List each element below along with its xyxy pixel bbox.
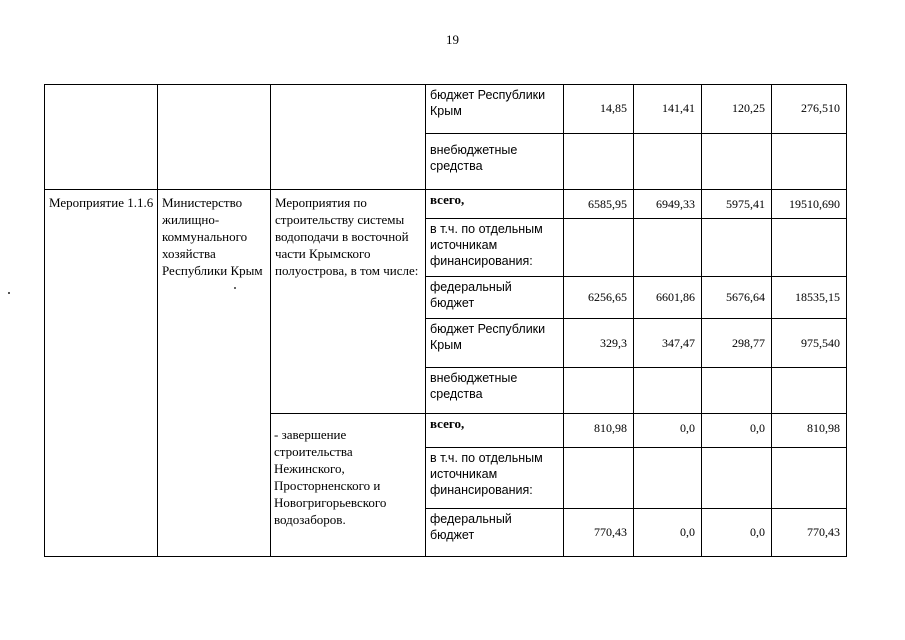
financing-table	[44, 84, 847, 557]
row-label: в т.ч. по отдельным источникам финансирования:	[426, 218, 564, 276]
measure-executor: Министерство жилищно-коммунального хозяйства Республики Крым	[158, 189, 271, 556]
value-cell	[772, 133, 847, 189]
row-label: в т.ч. по отдельным источникам финансирования:	[426, 447, 564, 508]
row-label: всего,	[426, 414, 564, 448]
row-label: внебюджетные средства	[426, 133, 564, 189]
measure-code: Мероприятие 1.1.6	[45, 189, 158, 556]
scan-speck	[8, 292, 10, 294]
value-cell	[564, 218, 634, 276]
value-cell: 0,0	[634, 509, 702, 557]
row-label: бюджет Республики Крым	[426, 85, 564, 134]
value-cell: 120,25	[702, 85, 772, 134]
value-cell: 6949,33	[634, 189, 702, 218]
value-cell	[564, 133, 634, 189]
value-cell	[634, 447, 702, 508]
value-cell: 6585,95	[564, 189, 634, 218]
row-label: всего,	[426, 189, 564, 218]
empty-cell	[45, 85, 158, 190]
value-cell: 0,0	[702, 414, 772, 448]
value-cell: 14,85	[564, 85, 634, 134]
value-cell	[702, 133, 772, 189]
value-cell: 810,98	[772, 414, 847, 448]
table-row	[45, 85, 847, 134]
value-cell	[772, 368, 847, 414]
row-label: внебюджетные средства	[426, 368, 564, 414]
value-cell: 18535,15	[772, 276, 847, 319]
row-label: федеральный бюджет	[426, 509, 564, 557]
value-cell: 6601,86	[634, 276, 702, 319]
sub-measure-description: - завершение строительства Нежинского, Просторненского и Новогригорьевского водозаборов.	[271, 414, 426, 557]
value-cell: 975,540	[772, 319, 847, 368]
scan-speck	[234, 287, 236, 289]
value-cell: 329,3	[564, 319, 634, 368]
value-cell: 5676,64	[702, 276, 772, 319]
value-cell: 0,0	[702, 509, 772, 557]
value-cell	[634, 133, 702, 189]
value-cell	[702, 447, 772, 508]
value-cell	[564, 447, 634, 508]
value-cell	[702, 218, 772, 276]
value-cell: 810,98	[564, 414, 634, 448]
value-cell: 276,510	[772, 85, 847, 134]
value-cell: 0,0	[634, 414, 702, 448]
value-cell: 770,43	[564, 509, 634, 557]
value-cell	[634, 368, 702, 414]
value-cell: 6256,65	[564, 276, 634, 319]
row-label: федеральный бюджет	[426, 276, 564, 319]
measure-description: Мероприятия по строительству системы водоподачи в восточной части Крымского полуострова, в том числе:	[271, 189, 426, 413]
row-label: бюджет Республики Крым	[426, 319, 564, 368]
page-number: 19	[446, 32, 459, 47]
value-cell	[772, 218, 847, 276]
value-cell: 770,43	[772, 509, 847, 557]
value-cell: 19510,690	[772, 189, 847, 218]
value-cell: 141,41	[634, 85, 702, 134]
value-cell	[634, 218, 702, 276]
value-cell: 347,47	[634, 319, 702, 368]
empty-cell	[271, 85, 426, 190]
empty-cell	[158, 85, 271, 190]
value-cell	[564, 368, 634, 414]
value-cell: 298,77	[702, 319, 772, 368]
value-cell	[772, 447, 847, 508]
value-cell: 5975,41	[702, 189, 772, 218]
table-row	[45, 189, 847, 218]
value-cell	[702, 368, 772, 414]
